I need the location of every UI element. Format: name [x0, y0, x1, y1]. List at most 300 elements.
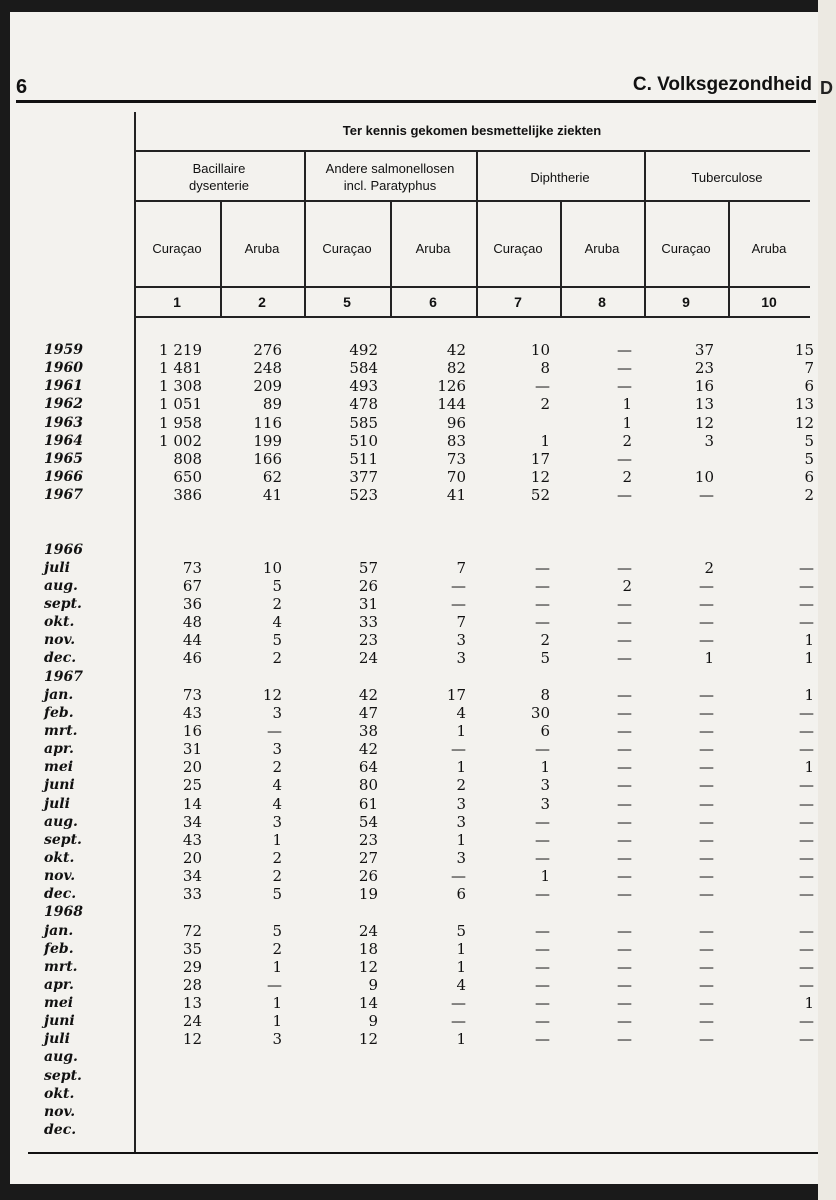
table-cell: 73	[182, 558, 202, 577]
table-cell: 2	[272, 594, 282, 613]
table-cell: 24	[358, 649, 378, 668]
table-cell: 1	[804, 685, 814, 704]
table-cell: —	[699, 613, 714, 632]
col-divider	[644, 150, 646, 316]
table-cell: 1 481	[159, 359, 202, 378]
table-cell: 48	[182, 613, 202, 632]
col-divider	[728, 200, 730, 316]
table-cell: 1	[456, 939, 466, 958]
column-number-6: 6	[429, 294, 437, 310]
table-cell: —	[699, 1030, 714, 1049]
table-cell: —	[451, 576, 466, 595]
table-cell: 35	[182, 939, 202, 958]
table-cell: 3	[456, 794, 466, 813]
group-header-salmonellosen: Andere salmonellosen incl. Paratyphus	[325, 161, 455, 193]
table-cell: 73	[182, 685, 202, 704]
table-cell: —	[617, 939, 632, 958]
table-cell: 3	[272, 812, 282, 831]
table-row	[10, 776, 818, 794]
table-cell: —	[799, 794, 814, 813]
row-label: dec.	[44, 1122, 77, 1139]
table-cell: —	[799, 939, 814, 958]
table-cell: —	[617, 812, 632, 831]
table-cell: 57	[358, 558, 378, 577]
table-row	[10, 631, 818, 649]
section-title: C. Volksgezondheid	[632, 74, 812, 95]
row-label: mei	[44, 759, 74, 776]
row-label: 1964	[44, 432, 83, 449]
table-cell: 41	[446, 486, 466, 505]
table-row	[10, 414, 818, 432]
table-cell: 1	[272, 957, 282, 976]
table-cell: —	[535, 848, 550, 867]
row-label: jan.	[44, 922, 74, 939]
table-cell: 1	[622, 395, 632, 414]
adjacent-page-letter: D	[820, 78, 833, 98]
table-cell: —	[535, 885, 550, 904]
table-cell: 96	[446, 413, 466, 432]
table-cell: 1 958	[159, 413, 202, 432]
row-label: dec.	[44, 650, 77, 667]
row-label: mrt.	[44, 958, 78, 975]
table-cell: —	[617, 685, 632, 704]
table-cell: —	[699, 812, 714, 831]
table-cell: 1	[540, 867, 550, 886]
row-label: apr.	[44, 741, 74, 758]
table-cell: —	[799, 812, 814, 831]
table-cell: —	[535, 939, 550, 958]
table-row	[10, 359, 818, 377]
table-cell: 2	[272, 867, 282, 886]
table-cell: 34	[182, 867, 202, 886]
table-cell: 9	[368, 1012, 378, 1031]
table-cell: 18	[358, 939, 378, 958]
table-cell: —	[699, 576, 714, 595]
row-label: nov.	[44, 632, 76, 649]
table-cell: 1	[272, 1012, 282, 1031]
table-cell: 3	[456, 812, 466, 831]
table-cell: 73	[446, 449, 466, 468]
table-row	[10, 758, 818, 776]
table-cell: 33	[182, 885, 202, 904]
table-row	[10, 1012, 818, 1030]
table-cell: —	[617, 885, 632, 904]
table-cell: —	[535, 594, 550, 613]
row-label: okt.	[44, 614, 75, 631]
table-cell: 12	[262, 685, 282, 704]
table-cell: 12	[794, 413, 814, 432]
table-cell: 72	[182, 921, 202, 940]
table-cell: —	[699, 867, 714, 886]
subheader-aruba-4: Aruba	[751, 241, 787, 256]
table-row	[10, 885, 818, 903]
table-cell: —	[699, 794, 714, 813]
table-cell: 248	[253, 359, 282, 378]
table-row	[10, 1103, 818, 1121]
table-cell: 26	[358, 867, 378, 886]
table-cell: —	[799, 1012, 814, 1031]
table-cell: —	[799, 957, 814, 976]
table-cell: —	[699, 721, 714, 740]
table-cell: 14	[182, 794, 202, 813]
table-cell: 6	[456, 885, 466, 904]
table-cell: —	[699, 957, 714, 976]
page-number: 6	[16, 76, 28, 98]
table-cell: —	[617, 994, 632, 1013]
table-cell: 41	[262, 486, 282, 505]
table-row	[10, 1121, 818, 1139]
table-cell: —	[617, 341, 632, 359]
table-cell: 37	[694, 341, 714, 359]
table-cell: —	[699, 848, 714, 867]
row-label: juni	[44, 1013, 75, 1030]
table-cell: 2	[272, 848, 282, 867]
row-label: nov.	[44, 868, 76, 885]
table-cell: 493	[349, 377, 378, 396]
table-cell: 29	[182, 957, 202, 976]
table-row	[10, 686, 818, 704]
table-cell: —	[617, 449, 632, 468]
table-cell: 67	[182, 576, 202, 595]
table-cell: 1	[456, 758, 466, 777]
table-cell: —	[617, 740, 632, 759]
document-page	[10, 12, 818, 1184]
table-cell: —	[799, 576, 814, 595]
table-cell: 1	[272, 994, 282, 1013]
row-label: feb.	[44, 940, 74, 957]
row-label: 1963	[44, 414, 83, 431]
row-label: nov.	[44, 1103, 76, 1120]
table-cell: 1	[804, 631, 814, 650]
table-cell: —	[799, 594, 814, 613]
table-row	[10, 649, 818, 667]
row-label: 1967	[44, 487, 83, 504]
table-cell: 144	[437, 395, 466, 414]
table-row	[10, 377, 818, 395]
table-cell: 10	[530, 341, 550, 359]
table-row	[10, 704, 818, 722]
table-cell: 7	[804, 359, 814, 378]
table-cell: 2	[272, 758, 282, 777]
table-cell: 3	[456, 631, 466, 650]
table-cell: 10	[262, 558, 282, 577]
subheader-curacao-3: Curaçao	[493, 241, 543, 256]
table-cell: 83	[446, 431, 466, 450]
table-row	[10, 450, 818, 468]
table-row	[10, 341, 818, 359]
table-cell: —	[535, 921, 550, 940]
table-cell: —	[535, 957, 550, 976]
table-cell: —	[617, 631, 632, 650]
table-cell: —	[617, 359, 632, 378]
table-cell: 3	[704, 431, 714, 450]
row-label: aug.	[44, 813, 78, 830]
table-cell: —	[535, 558, 550, 577]
table-row	[10, 740, 818, 758]
table-cell: 5	[272, 885, 282, 904]
table-cell: —	[617, 867, 632, 886]
table-cell: 8	[540, 359, 550, 378]
table-cell: 17	[530, 449, 550, 468]
table-cell: 478	[349, 395, 378, 414]
table-cell: 23	[694, 359, 714, 378]
table-cell: 492	[349, 341, 378, 359]
table-cell: 24	[358, 921, 378, 940]
table-cell: 12	[358, 1030, 378, 1049]
table-row	[10, 903, 818, 921]
table-cell: 1	[804, 758, 814, 777]
table-cell: 2	[456, 776, 466, 795]
row-label: sept.	[44, 1067, 82, 1084]
table-cell: —	[699, 994, 714, 1013]
bottom-rule	[28, 1152, 818, 1154]
table-cell: 31	[182, 740, 202, 759]
table-cell: 523	[349, 486, 378, 505]
table-cell: 3	[272, 703, 282, 722]
table-cell: —	[535, 1012, 550, 1031]
table-cell: 5	[804, 431, 814, 450]
table-cell: 1	[456, 1030, 466, 1049]
table-cell: —	[699, 631, 714, 650]
table-cell: 209	[253, 377, 282, 396]
table-cell: —	[451, 994, 466, 1013]
table-cell: —	[799, 558, 814, 577]
table-cell: 89	[262, 395, 282, 414]
table-cell: —	[617, 558, 632, 577]
table-cell: 19	[358, 885, 378, 904]
table-row	[10, 432, 818, 450]
row-label: juli	[44, 1031, 70, 1048]
table-cell: 17	[446, 685, 466, 704]
table-cell: 1	[456, 957, 466, 976]
table-cell: 1	[456, 830, 466, 849]
table-cell: —	[535, 994, 550, 1013]
page-edge	[818, 0, 836, 1200]
table-cell: 13	[182, 994, 202, 1013]
table-cell: 386	[173, 486, 202, 505]
table-cell: —	[617, 776, 632, 795]
table-cell: —	[617, 594, 632, 613]
table-row	[10, 1030, 818, 1048]
group-header-tuberculose: Tuberculose	[691, 170, 763, 185]
table-cell: 14	[358, 994, 378, 1013]
table-cell: 24	[182, 1012, 202, 1031]
table-cell: 46	[182, 649, 202, 668]
table-cell: 15	[794, 341, 814, 359]
table-cell: —	[617, 758, 632, 777]
table-row	[10, 613, 818, 631]
table-cell: 4	[272, 794, 282, 813]
table-row	[10, 1085, 818, 1103]
table-cell: 3	[456, 848, 466, 867]
table-row	[10, 813, 818, 831]
table-cell: 377	[349, 467, 378, 486]
table-cell: —	[535, 1030, 550, 1049]
table-cell: —	[799, 721, 814, 740]
table-row	[10, 976, 818, 994]
table-cell: 23	[358, 631, 378, 650]
table-cell: 34	[182, 812, 202, 831]
table-cell: 61	[358, 794, 378, 813]
table-cell: 584	[349, 359, 378, 378]
table-cell: 47	[358, 703, 378, 722]
table-cell: 276	[253, 341, 282, 359]
table-cell: 13	[694, 395, 714, 414]
table-cell: 12	[530, 467, 550, 486]
table-cell: —	[267, 721, 282, 740]
table-cell: 2	[622, 431, 632, 450]
table-cell: 5	[272, 921, 282, 940]
row-label: 1967	[44, 668, 83, 685]
table-cell: —	[617, 848, 632, 867]
table-cell: —	[617, 975, 632, 994]
table-cell: —	[617, 613, 632, 632]
table-cell: —	[617, 794, 632, 813]
table-cell: —	[535, 377, 550, 396]
table-cell: 126	[437, 377, 466, 396]
row-label: aug.	[44, 577, 78, 594]
table-cell: 12	[694, 413, 714, 432]
table-cell: 166	[253, 449, 282, 468]
table-cell: —	[699, 758, 714, 777]
table-cell: 1	[804, 994, 814, 1013]
table-cell: 6	[804, 377, 814, 396]
table-cell: —	[617, 1030, 632, 1049]
table-cell: —	[617, 921, 632, 940]
table-cell: 64	[358, 758, 378, 777]
table-cell: —	[535, 613, 550, 632]
table-cell: 3	[456, 649, 466, 668]
table-cell: —	[699, 939, 714, 958]
table-cell: 12	[182, 1030, 202, 1049]
table-cell: —	[535, 830, 550, 849]
table-cell: 1 002	[159, 431, 202, 450]
table-cell: 1	[704, 649, 714, 668]
table-cell: 2	[540, 395, 550, 414]
subheader-curacao-4: Curaçao	[661, 241, 711, 256]
table-cell: —	[799, 975, 814, 994]
table-row	[10, 522, 818, 540]
table-cell: 2	[540, 631, 550, 650]
table-cell: 116	[253, 413, 282, 432]
table-cell: 2	[704, 558, 714, 577]
table-cell: —	[451, 740, 466, 759]
table-row	[10, 867, 818, 885]
table-row	[10, 504, 818, 522]
table-cell: 1	[272, 830, 282, 849]
table-cell: 1	[622, 413, 632, 432]
column-number-10: 10	[761, 294, 777, 310]
row-label: juli	[44, 795, 70, 812]
col-divider	[220, 200, 222, 316]
table-cell: 1	[804, 649, 814, 668]
table-cell: —	[699, 703, 714, 722]
table-cell: —	[451, 594, 466, 613]
header-rule-3	[134, 286, 810, 288]
col-divider	[304, 150, 306, 316]
table-cell: 33	[358, 613, 378, 632]
table-cell: —	[799, 848, 814, 867]
row-label: mei	[44, 995, 74, 1012]
table-cell: 7	[456, 613, 466, 632]
table-cell: —	[699, 885, 714, 904]
table-cell: 1 308	[159, 377, 202, 396]
table-row	[10, 922, 818, 940]
col-divider	[390, 200, 392, 316]
table-cell: —	[617, 377, 632, 396]
table-main-header: Ter kennis gekomen besmettelijke ziekten	[342, 123, 602, 138]
row-label: 1968	[44, 904, 83, 921]
row-label: okt.	[44, 1085, 75, 1102]
table-cell: 26	[358, 576, 378, 595]
table-row	[10, 831, 818, 849]
table-cell: —	[267, 975, 282, 994]
row-label: mrt.	[44, 722, 78, 739]
table-cell: 3	[272, 740, 282, 759]
table-cell: 5	[456, 921, 466, 940]
table-cell: —	[617, 957, 632, 976]
table-cell: 1 219	[159, 341, 202, 359]
subheader-curacao-2: Curaçao	[322, 241, 372, 256]
row-label: dec.	[44, 886, 77, 903]
table-cell: —	[799, 776, 814, 795]
row-label: aug.	[44, 1049, 78, 1066]
header-rule-1	[134, 150, 810, 152]
row-label: okt.	[44, 849, 75, 866]
table-cell: —	[799, 1030, 814, 1049]
row-label: 1962	[44, 396, 83, 413]
table-cell: 1	[540, 758, 550, 777]
table-cell: —	[799, 867, 814, 886]
table-cell: 511	[349, 449, 378, 468]
column-number-1: 1	[173, 294, 181, 310]
table-cell: 650	[173, 467, 202, 486]
table-cell: 42	[446, 341, 466, 359]
table-cell: 5	[804, 449, 814, 468]
table-cell: 25	[182, 776, 202, 795]
subheader-aruba-1: Aruba	[244, 241, 280, 256]
table-cell: 585	[349, 413, 378, 432]
table-row	[10, 486, 818, 504]
table-cell: 36	[182, 594, 202, 613]
table-row	[10, 795, 818, 813]
table-row	[10, 958, 818, 976]
table-cell: 2	[622, 576, 632, 595]
table-cell: 9	[368, 975, 378, 994]
row-label: feb.	[44, 704, 74, 721]
table-row	[10, 940, 818, 958]
table-cell: —	[799, 740, 814, 759]
table-cell: 12	[358, 957, 378, 976]
table-cell: 54	[358, 812, 378, 831]
row-label: 1961	[44, 378, 83, 395]
table-cell: 27	[358, 848, 378, 867]
table-cell: 42	[358, 685, 378, 704]
row-label: sept.	[44, 595, 82, 612]
table-row	[10, 577, 818, 595]
table-cell: —	[617, 649, 632, 668]
table-cell: —	[699, 975, 714, 994]
table-cell: 2	[272, 649, 282, 668]
subheader-curacao-1: Curaçao	[152, 241, 202, 256]
table-cell: 4	[272, 776, 282, 795]
table-cell: 2	[622, 467, 632, 486]
table-cell: —	[535, 812, 550, 831]
table-cell: —	[699, 921, 714, 940]
table-cell: 510	[349, 431, 378, 450]
table-cell: 6	[804, 467, 814, 486]
table-cell: 38	[358, 721, 378, 740]
